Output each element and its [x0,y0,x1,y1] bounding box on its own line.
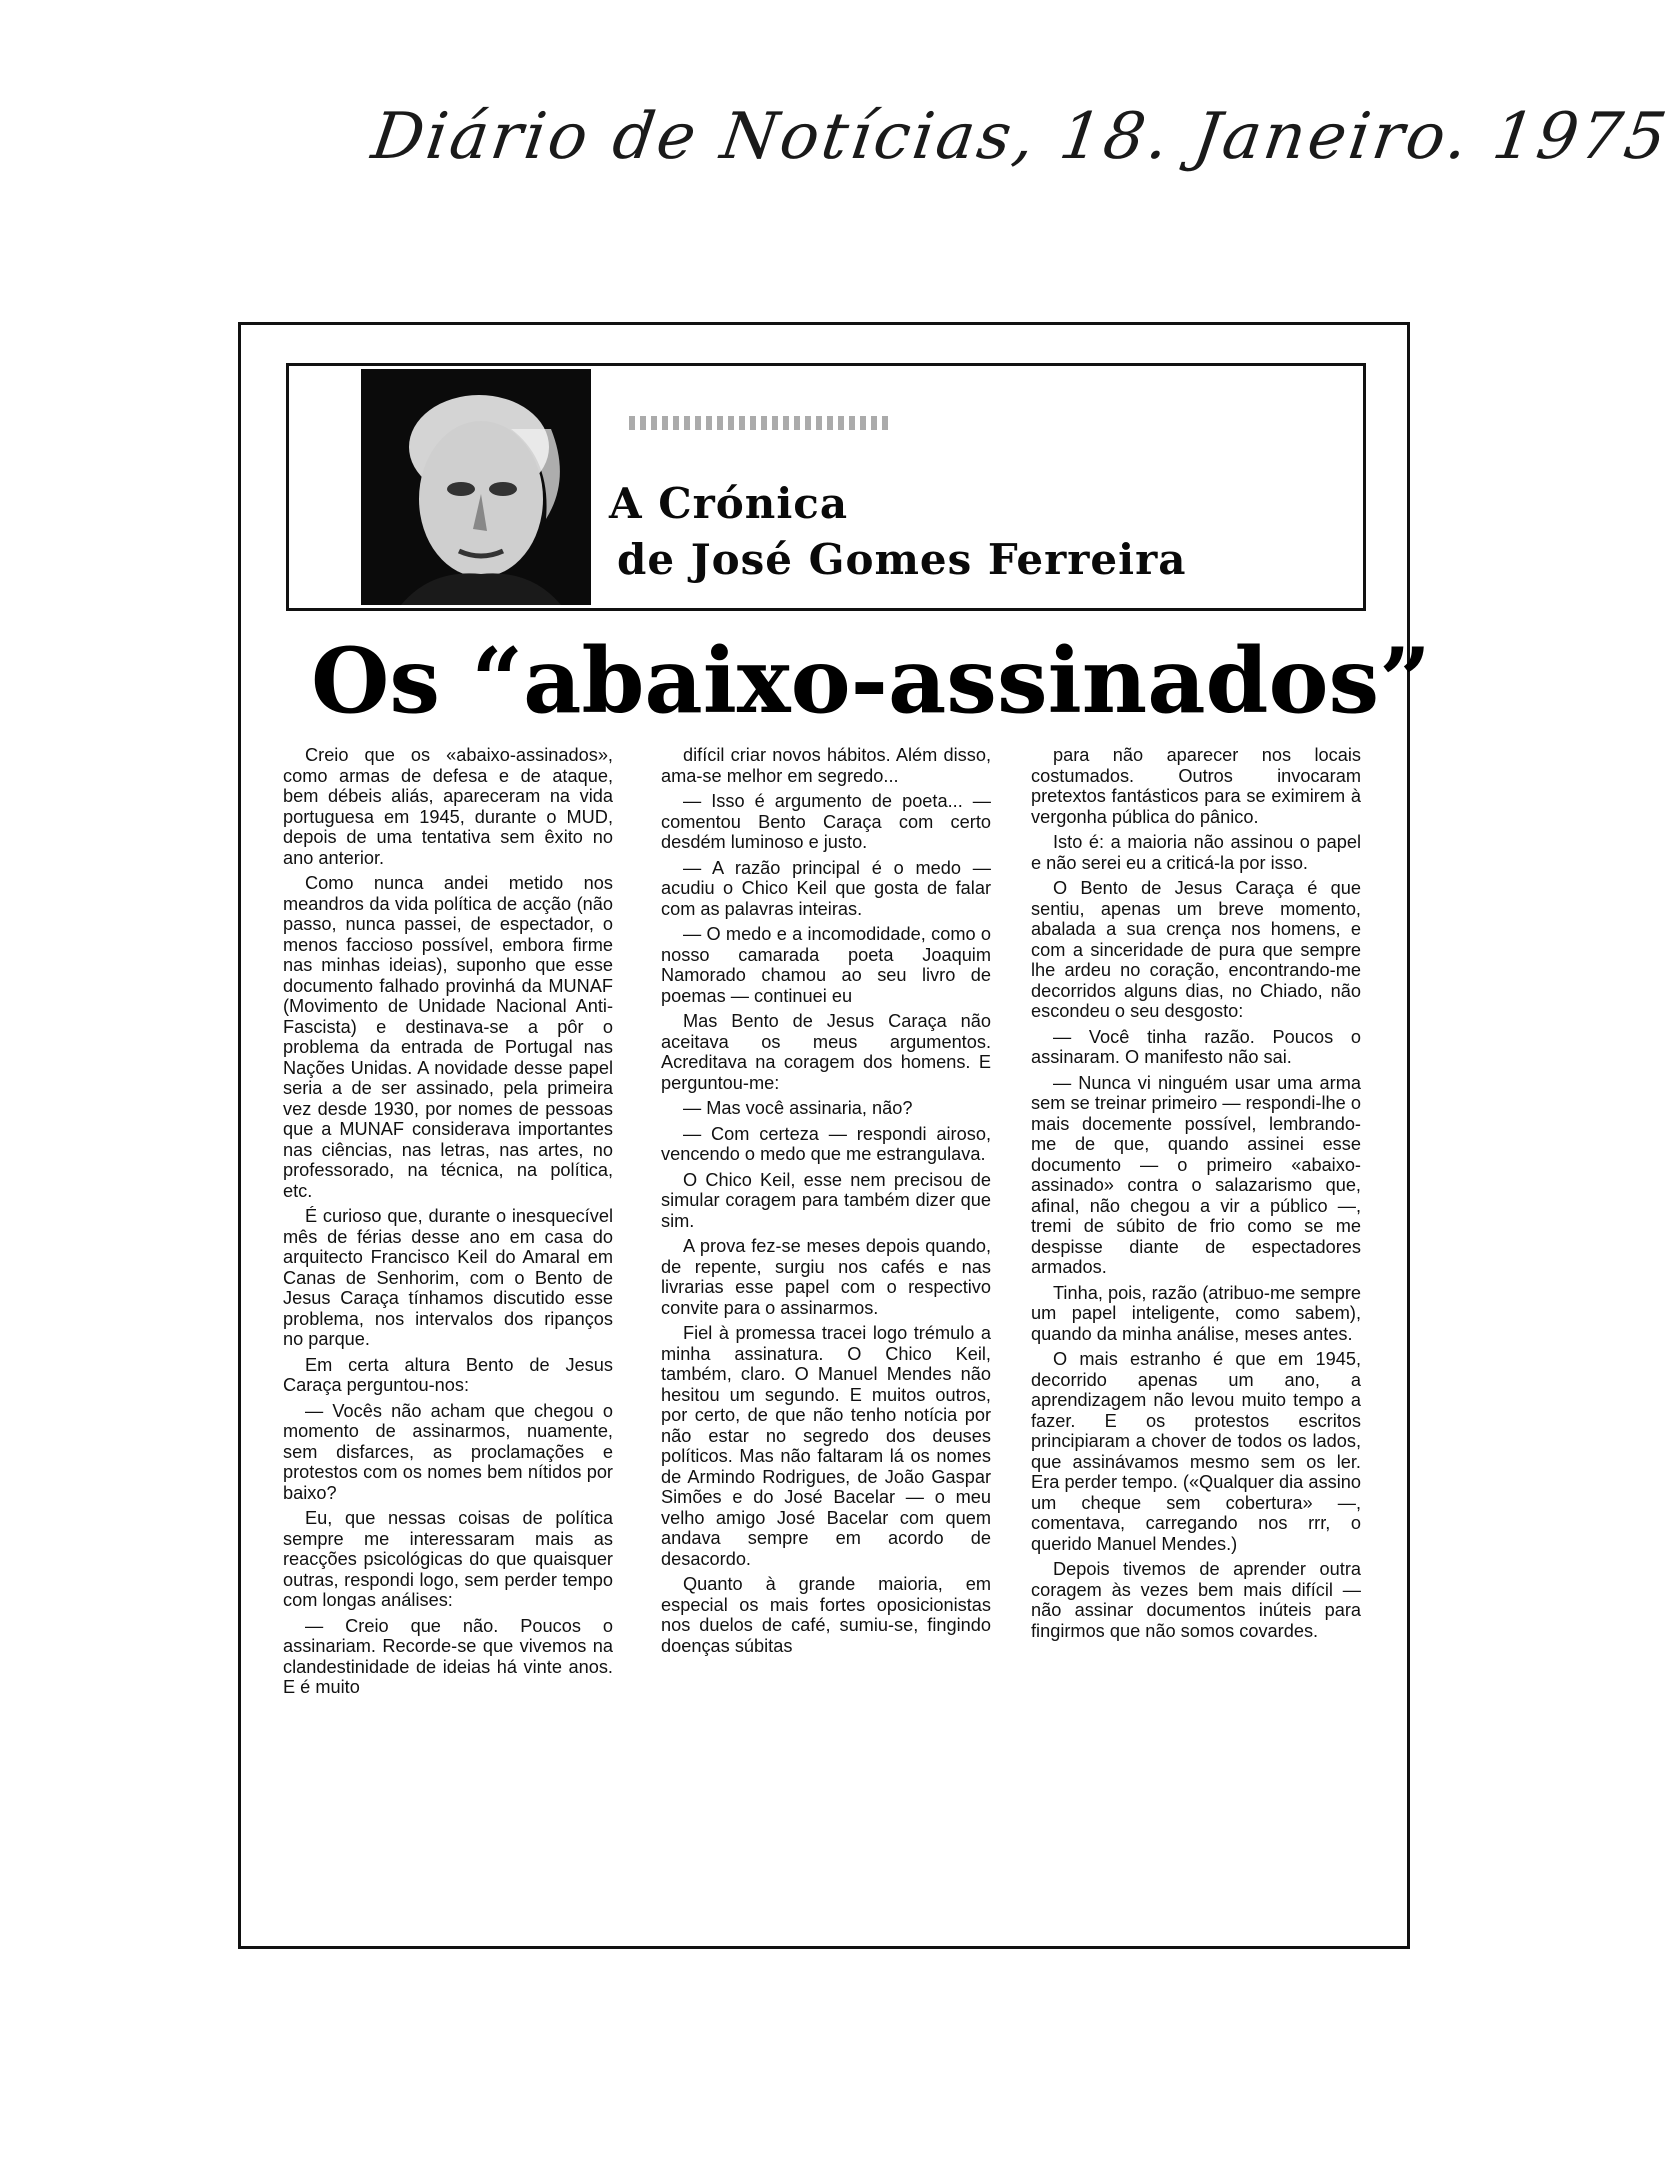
series-title-line1: A Crónica [609,479,849,528]
article-column-1 [283,745,613,1703]
paragraph: — Nunca vi ninguém usar uma arma sem se treinar primeiro — respondi-lhe o mais docemente possível, lembrando-me de que, quando assinei esse documento — o primeiro «abaixo-assinado» contra o salazarismo que, afinal, não chegou a vir a público —, tremi de súbito de frio como se me despisse diante de espectadores armados. [1031,1072,1361,1277]
paragraph: — Isso é argumento de poeta... — comentou Bento Caraça com certo desdém luminoso e justo. [661,791,991,852]
paragraph: — Com certeza — respondi airoso, vencendo o medo que me estrangulava. [661,1123,991,1164]
article-headline: Os “abaixo-assinados” [311,628,1431,734]
article-body [283,745,1383,1935]
paragraph: O Chico Keil, esse nem precisou de simular coragem para também dizer que sim. [661,1169,991,1231]
paragraph: Como nunca andei metido nos meandros da vida política de acção (não passo, nunca passei, de espectador, o menos faccioso possível, embora firme nas minhas ideias), suponho que esse documento falhado provinhá da MUNAF (Movimento de Unidade Nacional Anti-Fascista) e destinava-se a pôr o problema da entrada de Portugal nas Nações Unidas. A novidade desse papel seria a de ser assinado, pela primeira vez desde 1930, por nomes de pessoas que a MUNAF considerava importantes nas ciências, nas letras, nas artes, no professorado, na técnica, na política, etc. [283,873,613,1201]
newspaper-clipping [238,322,1431,1949]
print-smudge [629,416,889,430]
paragraph: É curioso que, durante o inesquecível mês de férias desse ano em casa do arquitecto Francisco Keil do Amaral em Canas de Senhorim, com o Bento de Jesus Caraça tínhamos discutido esse problema, nos intervalos dos ripanços no parque. [283,1206,613,1349]
paragraph: — A razão principal é o medo — acudiu o Chico Keil que gosta de falar com as palavras inteiras. [661,857,991,919]
paragraph: Eu, que nessas coisas de política sempre me interessaram mais as reacções psicológicas do que quaisquer outras, respondi logo, sem perder tempo com longas análises: [283,1508,613,1610]
paragraph: — Mas você assinaria, não? [683,1098,913,1118]
column-header-box [286,363,1366,611]
article-column-3 [1031,745,1361,1646]
paragraph: — Creio que não. Poucos o assinariam. Recorde-se que vivemos na clandestinidade de ideias há vinte anos. E é muito [283,1615,613,1697]
paragraph: Quanto à grande maioria, em especial os mais fortes oposicionistas nos duelos de café, sumiu-se, fingindo doenças súbitas [661,1574,991,1656]
paragraph: O mais estranho é que em 1945, decorrido apenas um ano, a aprendizagem não levou muito tempo a fazer. E os protestos escritos principiaram a chover de todos os lados, que assinávamos mesmo sem os ler. Era perder tempo. («Qualquer dia assino um cheque sem cobertura» —, comentava, carregando nos rrr, o querido Manuel Mendes.) [1031,1349,1361,1554]
series-title-line2: de José Gomes Ferreira [617,535,1187,584]
paragraph: — Vocês não acham que chegou o momento de assinarmos, nuamente, sem disfarces, as proclamações e protestos com os nomes bem nítidos por baixo? [283,1400,613,1503]
article-column-2 [661,745,991,1661]
paragraph: O Bento de Jesus Caraça é que sentiu, apenas um breve momento, abalada a sua crença nos homens, e com a sinceridade de pura que sempre lhe ardeu no coração, encontrando-me decorridos alguns dias, no Chiado, não escondeu o seu desgosto: [1031,878,1361,1021]
paragraph: difícil criar novos hábitos. Além disso, ama-se melhor em segredo... [661,745,991,786]
paragraph: Em certa altura Bento de Jesus Caraça perguntou-nos: [283,1354,613,1395]
paragraph: A prova fez-se meses depois quando, de repente, surgiu nos cafés e nas livrarias esse papel com o respectivo convite para o assinarmos. [661,1236,991,1318]
paragraph: Fiel à promessa tracei logo trémulo a minha assinatura. O Chico Keil, também, claro. O Manuel Mendes não hesitou um segundo. E muitos outros, por certo, de que não tenho notícia por não estar no segredo dos deuses políticos. Mas não faltaram lá os nomes de Armindo Rodrigues, de João Gaspar Simões e do José Bacelar — o meu velho amigo José Bacelar com quem andava sempre em acordo de desacordo. [661,1323,991,1569]
handwritten-date-note: Diário de Notícias, 18. Janeiro. 1975 [367,100,1674,174]
paragraph: — O medo e a incomodidade, como o nosso camarada poeta Joaquim Namorado chamou ao seu livro de poemas — continuei eu [661,924,991,1006]
paragraph: para não aparecer nos locais costumados. Outros invocaram pretextos fantásticos para se eximirem à vergonha pública do pânico. [1031,745,1361,827]
paragraph: Depois tivemos de aprender outra coragem às vezes bem mais difícil — não assinar documentos inúteis para fingirmos que não somos covardes. [1031,1559,1361,1641]
portrait-photo-icon [361,369,591,605]
paragraph: Tinha, pois, razão (atribuo-me sempre um papel inteligente, como sabem), quando da minha análise, meses antes. [1031,1282,1361,1344]
paragraph: — Você tinha razão. Poucos o assinaram. O manifesto não sai. [1031,1026,1361,1067]
paragraph: Creio que os «abaixo-assinados», como armas de defesa e de ataque, bem débeis aliás, apareceram na vida portuguesa em 1945, durante o MUD, depois de uma tentativa sem êxito no ano anterior. [283,745,613,868]
series-title [609,476,1186,588]
paragraph: Isto é: a maioria não assinou o papel e não serei eu a criticá-la por isso. [1031,832,1361,873]
paragraph: Mas Bento de Jesus Caraça não aceitava os meus argumentos. Acreditava na coragem dos homens. E perguntou-me: [661,1011,991,1093]
author-portrait [361,369,591,605]
